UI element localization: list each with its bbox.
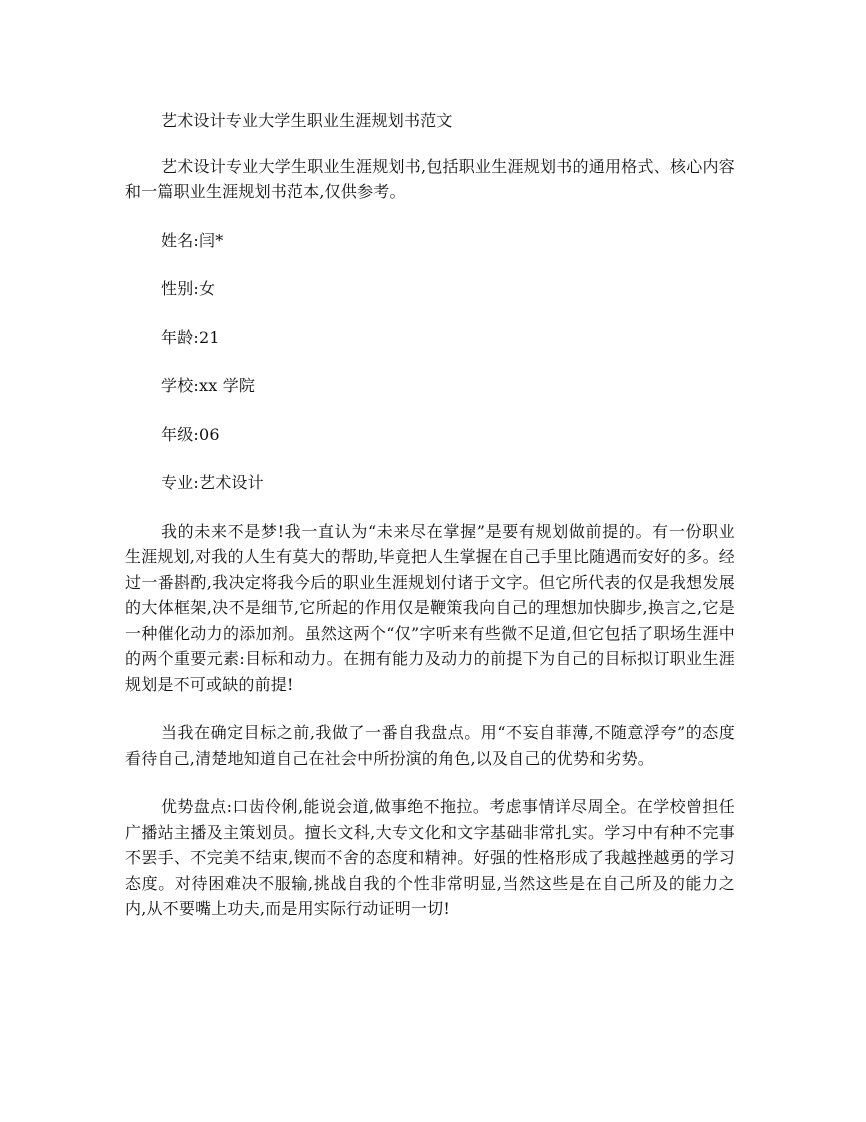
field-name: 姓名:闫* (161, 230, 224, 250)
document-body (125, 108, 735, 922)
field-gender: 性别:女 (161, 279, 216, 298)
body-paragraph-future: 我的未来不是梦!我一直认为“未来尽在掌握”是要有规划做前提的。有一份职业生涯规划,对我的人生有莫大的帮助,毕竟把人生掌握在自己手里比随遇而安好的多。经过一番斟酌,我决定将我今后的职业生涯规划付诸于文字。但它所代表的仅是我想发展的大体框架,决不是细节,它所起的作用仅是鞭策我向自己的理想加快脚步,换言之,它是一种催化动力的添加剂。虽然这两个“仅”字听来有些微不足道,但它包括了职场生涯中的两个重要元素:目标和动力。在拥有能力及动力的前提下为自己的目标拟订职业生涯规划是不可或缺的前提! (125, 521, 735, 694)
body-paragraph-strengths: 优势盘点:口齿伶俐,能说会道,做事绝不拖拉。考虑事情详尽周全。在学校曾担任广播站主播及主策划员。擅长文科,大专文化和文字基础非常扎实。学习中有种不完事不罢手、不完美不结束,锲而不舍的态度和精神。好强的性格形成了我越挫越勇的学习态度。对待困难决不服输,挑战自我的个性非常明显,当然这些是在自己所及的能力之内,从不要嘴上功夫,而是用实际行动证明一切! (125, 797, 735, 918)
field-age: 年龄:21 (161, 327, 220, 347)
intro-paragraph: 艺术设计专业大学生职业生涯规划书,包括职业生涯规划书的通用格式、核心内容和一篇职业生涯规划书范本,仅供参考。 (125, 156, 735, 201)
field-school: 学校:xx 学院 (161, 376, 256, 395)
field-grade: 年级:06 (161, 424, 220, 444)
document-title: 艺术设计专业大学生职业生涯规划书范文 (161, 111, 453, 130)
body-paragraph-self-assessment: 当我在确定目标之前,我做了一番自我盘点。用“不妄自菲薄,不随意浮夸”的态度看待自己,清楚地知道自己在社会中所扮演的角色,以及自己的优势和劣势。 (125, 723, 735, 768)
field-major: 专业:艺术设计 (161, 473, 264, 492)
